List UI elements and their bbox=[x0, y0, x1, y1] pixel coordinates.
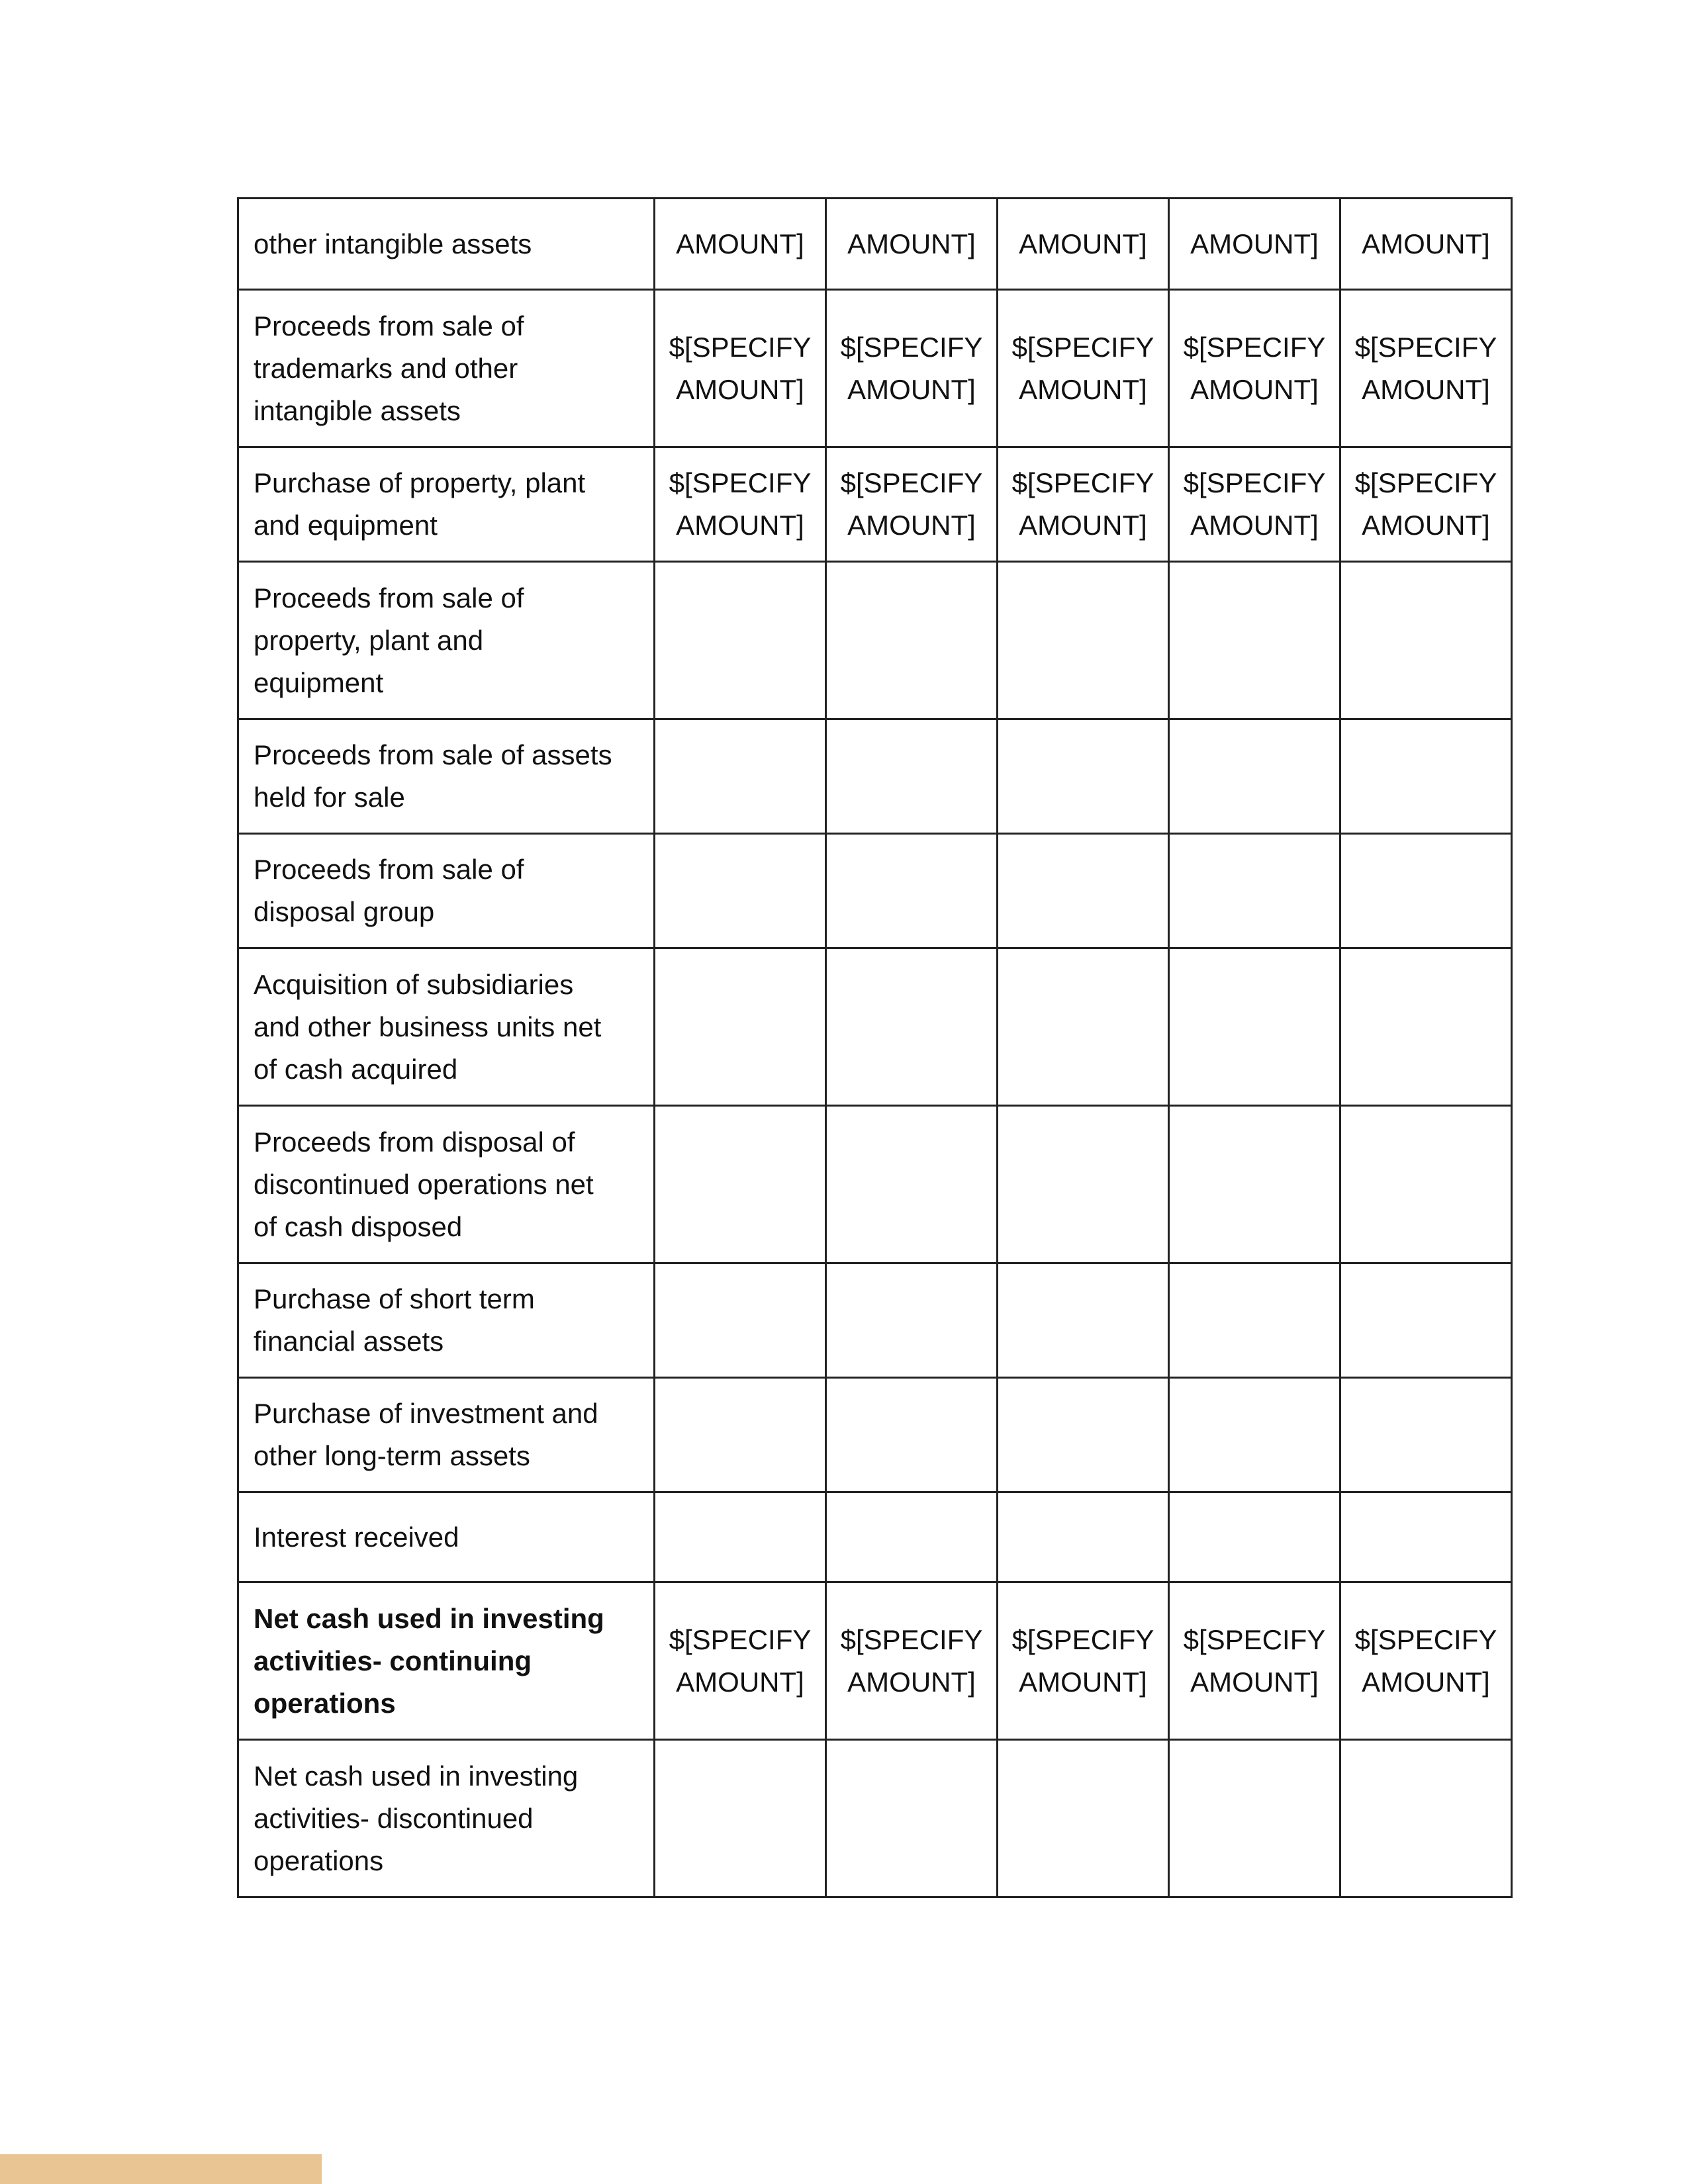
row-label-cell bbox=[238, 1106, 655, 1263]
amount-cell bbox=[1169, 1263, 1340, 1378]
amount-value: $[SPECIFY AMOUNT] bbox=[1354, 331, 1497, 405]
row-label-cell bbox=[238, 1263, 655, 1378]
row-label: other intangible assets bbox=[254, 228, 532, 259]
amount-cell bbox=[826, 199, 998, 290]
row-label: Acquisition of subsidiaries and other business units net of cash acquired bbox=[254, 968, 602, 1085]
amount-cell bbox=[998, 719, 1169, 834]
table-row bbox=[238, 447, 1512, 562]
amount-cell bbox=[826, 1378, 998, 1492]
amount-cell bbox=[655, 1378, 826, 1492]
amount-value: $[SPECIFY AMOUNT] bbox=[840, 331, 983, 405]
amount-cell bbox=[1340, 719, 1512, 834]
amount-value: $[SPECIFY AMOUNT] bbox=[1183, 1623, 1326, 1698]
amount-value: $[SPECIFY AMOUNT] bbox=[1183, 331, 1326, 405]
table-row bbox=[238, 1106, 1512, 1263]
amount-cell bbox=[1340, 1740, 1512, 1897]
table-row bbox=[238, 1492, 1512, 1582]
amount-cell bbox=[826, 1582, 998, 1740]
amount-cell bbox=[998, 1492, 1169, 1582]
amount-cell bbox=[1340, 447, 1512, 562]
amount-cell bbox=[998, 1582, 1169, 1740]
row-label: Proceeds from sale of trademarks and other intangible assets bbox=[254, 310, 524, 426]
amount-value: AMOUNT] bbox=[1362, 228, 1490, 259]
row-label-cell bbox=[238, 290, 655, 447]
amount-value: $[SPECIFY AMOUNT] bbox=[669, 467, 812, 541]
amount-cell bbox=[826, 447, 998, 562]
amount-value: $[SPECIFY AMOUNT] bbox=[1011, 467, 1154, 541]
row-label-cell bbox=[238, 1492, 655, 1582]
amount-cell bbox=[826, 562, 998, 719]
amount-cell bbox=[998, 834, 1169, 948]
amount-cell bbox=[655, 1492, 826, 1582]
amount-value: $[SPECIFY AMOUNT] bbox=[1354, 467, 1497, 541]
amount-cell bbox=[826, 719, 998, 834]
amount-cell bbox=[1340, 199, 1512, 290]
amount-cell bbox=[998, 1378, 1169, 1492]
amount-cell bbox=[1340, 1582, 1512, 1740]
amount-cell bbox=[1169, 290, 1340, 447]
amount-cell bbox=[1169, 1582, 1340, 1740]
table-row bbox=[238, 290, 1512, 447]
amount-cell bbox=[1169, 948, 1340, 1106]
amount-cell bbox=[826, 1492, 998, 1582]
amount-value: $[SPECIFY AMOUNT] bbox=[840, 1623, 983, 1698]
row-label: Purchase of short term financial assets bbox=[254, 1283, 535, 1357]
amount-cell bbox=[1169, 1740, 1340, 1897]
row-label: Proceeds from sale of property, plant and equipment bbox=[254, 582, 524, 698]
row-label: Net cash used in investing activities- continuing operations bbox=[254, 1602, 604, 1719]
amount-cell bbox=[1169, 447, 1340, 562]
row-label-cell bbox=[238, 1740, 655, 1897]
amount-cell bbox=[998, 1263, 1169, 1378]
amount-cell bbox=[1169, 719, 1340, 834]
table-row bbox=[238, 834, 1512, 948]
amount-value: $[SPECIFY AMOUNT] bbox=[1011, 1623, 1154, 1698]
amount-cell bbox=[1340, 1378, 1512, 1492]
amount-cell bbox=[998, 447, 1169, 562]
amount-cell bbox=[1169, 199, 1340, 290]
cash-flow-investing-table bbox=[237, 197, 1513, 1898]
footer-accent-bar bbox=[0, 2154, 322, 2184]
table-row-total bbox=[238, 1582, 1512, 1740]
amount-cell bbox=[1169, 1106, 1340, 1263]
amount-cell bbox=[655, 447, 826, 562]
row-label-cell bbox=[238, 1378, 655, 1492]
amount-cell bbox=[998, 562, 1169, 719]
row-label: Purchase of investment and other long-term assets bbox=[254, 1398, 598, 1471]
table-row bbox=[238, 1263, 1512, 1378]
amount-cell bbox=[1340, 1106, 1512, 1263]
amount-cell bbox=[1340, 562, 1512, 719]
amount-cell bbox=[998, 1106, 1169, 1263]
row-label: Interest received bbox=[254, 1521, 459, 1553]
table-row bbox=[238, 719, 1512, 834]
amount-cell bbox=[826, 834, 998, 948]
amount-cell bbox=[655, 719, 826, 834]
table-row bbox=[238, 948, 1512, 1106]
row-label: Proceeds from sale of disposal group bbox=[254, 854, 524, 927]
amount-cell bbox=[655, 948, 826, 1106]
amount-value: $[SPECIFY AMOUNT] bbox=[1183, 467, 1326, 541]
amount-cell bbox=[1169, 834, 1340, 948]
amount-cell bbox=[1340, 1263, 1512, 1378]
row-label-cell bbox=[238, 1582, 655, 1740]
row-label-cell bbox=[238, 719, 655, 834]
amount-cell bbox=[1169, 1378, 1340, 1492]
amount-cell bbox=[998, 1740, 1169, 1897]
amount-cell bbox=[826, 290, 998, 447]
amount-value: AMOUNT] bbox=[847, 228, 976, 259]
amount-cell bbox=[998, 290, 1169, 447]
amount-cell bbox=[998, 199, 1169, 290]
table-row bbox=[238, 199, 1512, 290]
row-label-cell bbox=[238, 562, 655, 719]
row-label-cell bbox=[238, 834, 655, 948]
amount-cell bbox=[1169, 1492, 1340, 1582]
amount-value: $[SPECIFY AMOUNT] bbox=[1354, 1623, 1497, 1698]
table-row bbox=[238, 1740, 1512, 1897]
row-label-cell bbox=[238, 447, 655, 562]
amount-cell bbox=[1340, 948, 1512, 1106]
amount-cell bbox=[655, 1263, 826, 1378]
table-row bbox=[238, 562, 1512, 719]
amount-cell bbox=[655, 1582, 826, 1740]
amount-value: AMOUNT] bbox=[1019, 228, 1147, 259]
amount-cell bbox=[1169, 562, 1340, 719]
amount-cell bbox=[655, 562, 826, 719]
amount-value: $[SPECIFY AMOUNT] bbox=[1011, 331, 1154, 405]
amount-value: AMOUNT] bbox=[676, 228, 804, 259]
row-label: Net cash used in investing activities- discontinued operations bbox=[254, 1760, 579, 1876]
amount-cell bbox=[655, 1740, 826, 1897]
amount-value: AMOUNT] bbox=[1190, 228, 1319, 259]
amount-cell bbox=[826, 1740, 998, 1897]
amount-value: $[SPECIFY AMOUNT] bbox=[669, 1623, 812, 1698]
amount-cell bbox=[1340, 834, 1512, 948]
amount-value: $[SPECIFY AMOUNT] bbox=[840, 467, 983, 541]
row-label: Proceeds from sale of assets held for sale bbox=[254, 739, 612, 813]
row-label-cell bbox=[238, 948, 655, 1106]
amount-cell bbox=[1340, 290, 1512, 447]
row-label: Proceeds from disposal of discontinued operations net of cash disposed bbox=[254, 1126, 594, 1242]
amount-cell bbox=[655, 199, 826, 290]
row-label: Purchase of property, plant and equipment bbox=[254, 467, 586, 541]
amount-cell bbox=[655, 834, 826, 948]
table-row bbox=[238, 1378, 1512, 1492]
row-label-cell bbox=[238, 199, 655, 290]
amount-cell bbox=[826, 1106, 998, 1263]
amount-cell bbox=[655, 290, 826, 447]
amount-value: $[SPECIFY AMOUNT] bbox=[669, 331, 812, 405]
amount-cell bbox=[1340, 1492, 1512, 1582]
amount-cell bbox=[655, 1106, 826, 1263]
amount-cell bbox=[998, 948, 1169, 1106]
amount-cell bbox=[826, 948, 998, 1106]
amount-cell bbox=[826, 1263, 998, 1378]
